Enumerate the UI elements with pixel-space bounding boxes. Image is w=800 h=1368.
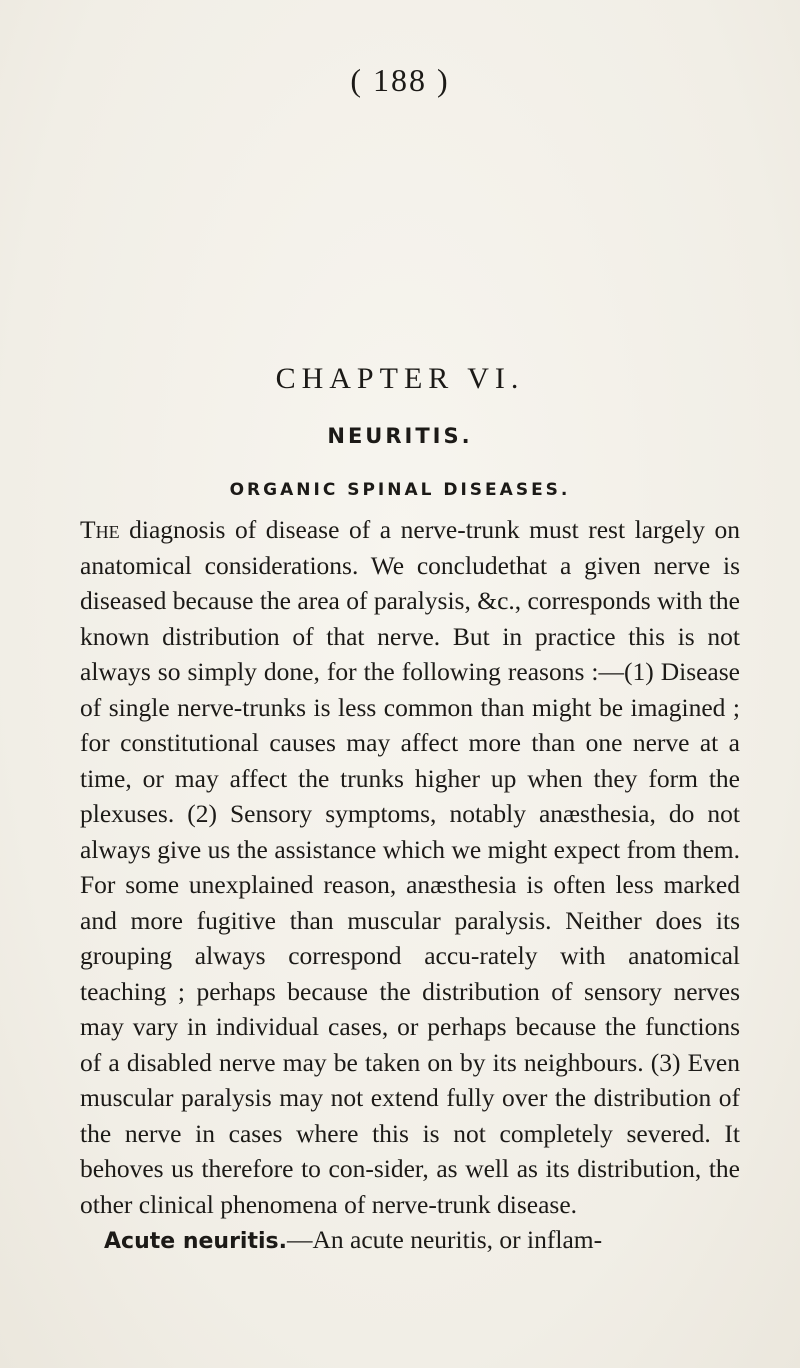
chapter-title: CHAPTER VI. xyxy=(275,362,525,395)
paragraph xyxy=(80,1222,740,1260)
paragraph xyxy=(80,512,740,1222)
subsection-heading: ORGANIC SPINAL DISEASES. xyxy=(229,480,571,500)
section-heading: NEURITIS. xyxy=(327,424,473,448)
paragraph-lead-word: The xyxy=(80,515,120,544)
body-text xyxy=(80,512,740,1260)
page-number: ( 188 ) xyxy=(350,62,450,98)
paragraph-text: diagnosis of disease of a nerve-trunk must rest largely on anatomical considerations. We concludethat a given nerve is diseased because the area of paralysis, &c., corresponds with the known distribution of that nerve. But in practice this is not always so simply done, for the following reasons :—(1) Disease of single nerve-trunks is less common than might be imagined ; for constitutional causes may affect more than one nerve at a time, or may affect the trunks higher up when they form the plexuses. (2) Sensory symptoms, notably anæsthesia, do not always give us the assistance which we might expect from them. For some unexplained reason, anæsthesia is often less marked and more fugitive than muscular paralysis. Neither does its grouping always correspond accu-rately with anatomical teaching ; perhaps because the distribution of sensory nerves may vary in individual cases, or perhaps because the functions of a disabled nerve may be taken on by its neighbours. (3) Even muscular paralysis may not extend fully over the distribution of the nerve in cases where this is not completely severed. It behoves us therefore to con-sider, as well as its distribution, the other clinical phenomena of nerve-trunk disease. xyxy=(80,515,740,1219)
run-in-heading: Acute neuritis. xyxy=(104,1229,287,1254)
paragraph-text: —An acute neuritis, or inflam- xyxy=(286,1225,603,1254)
